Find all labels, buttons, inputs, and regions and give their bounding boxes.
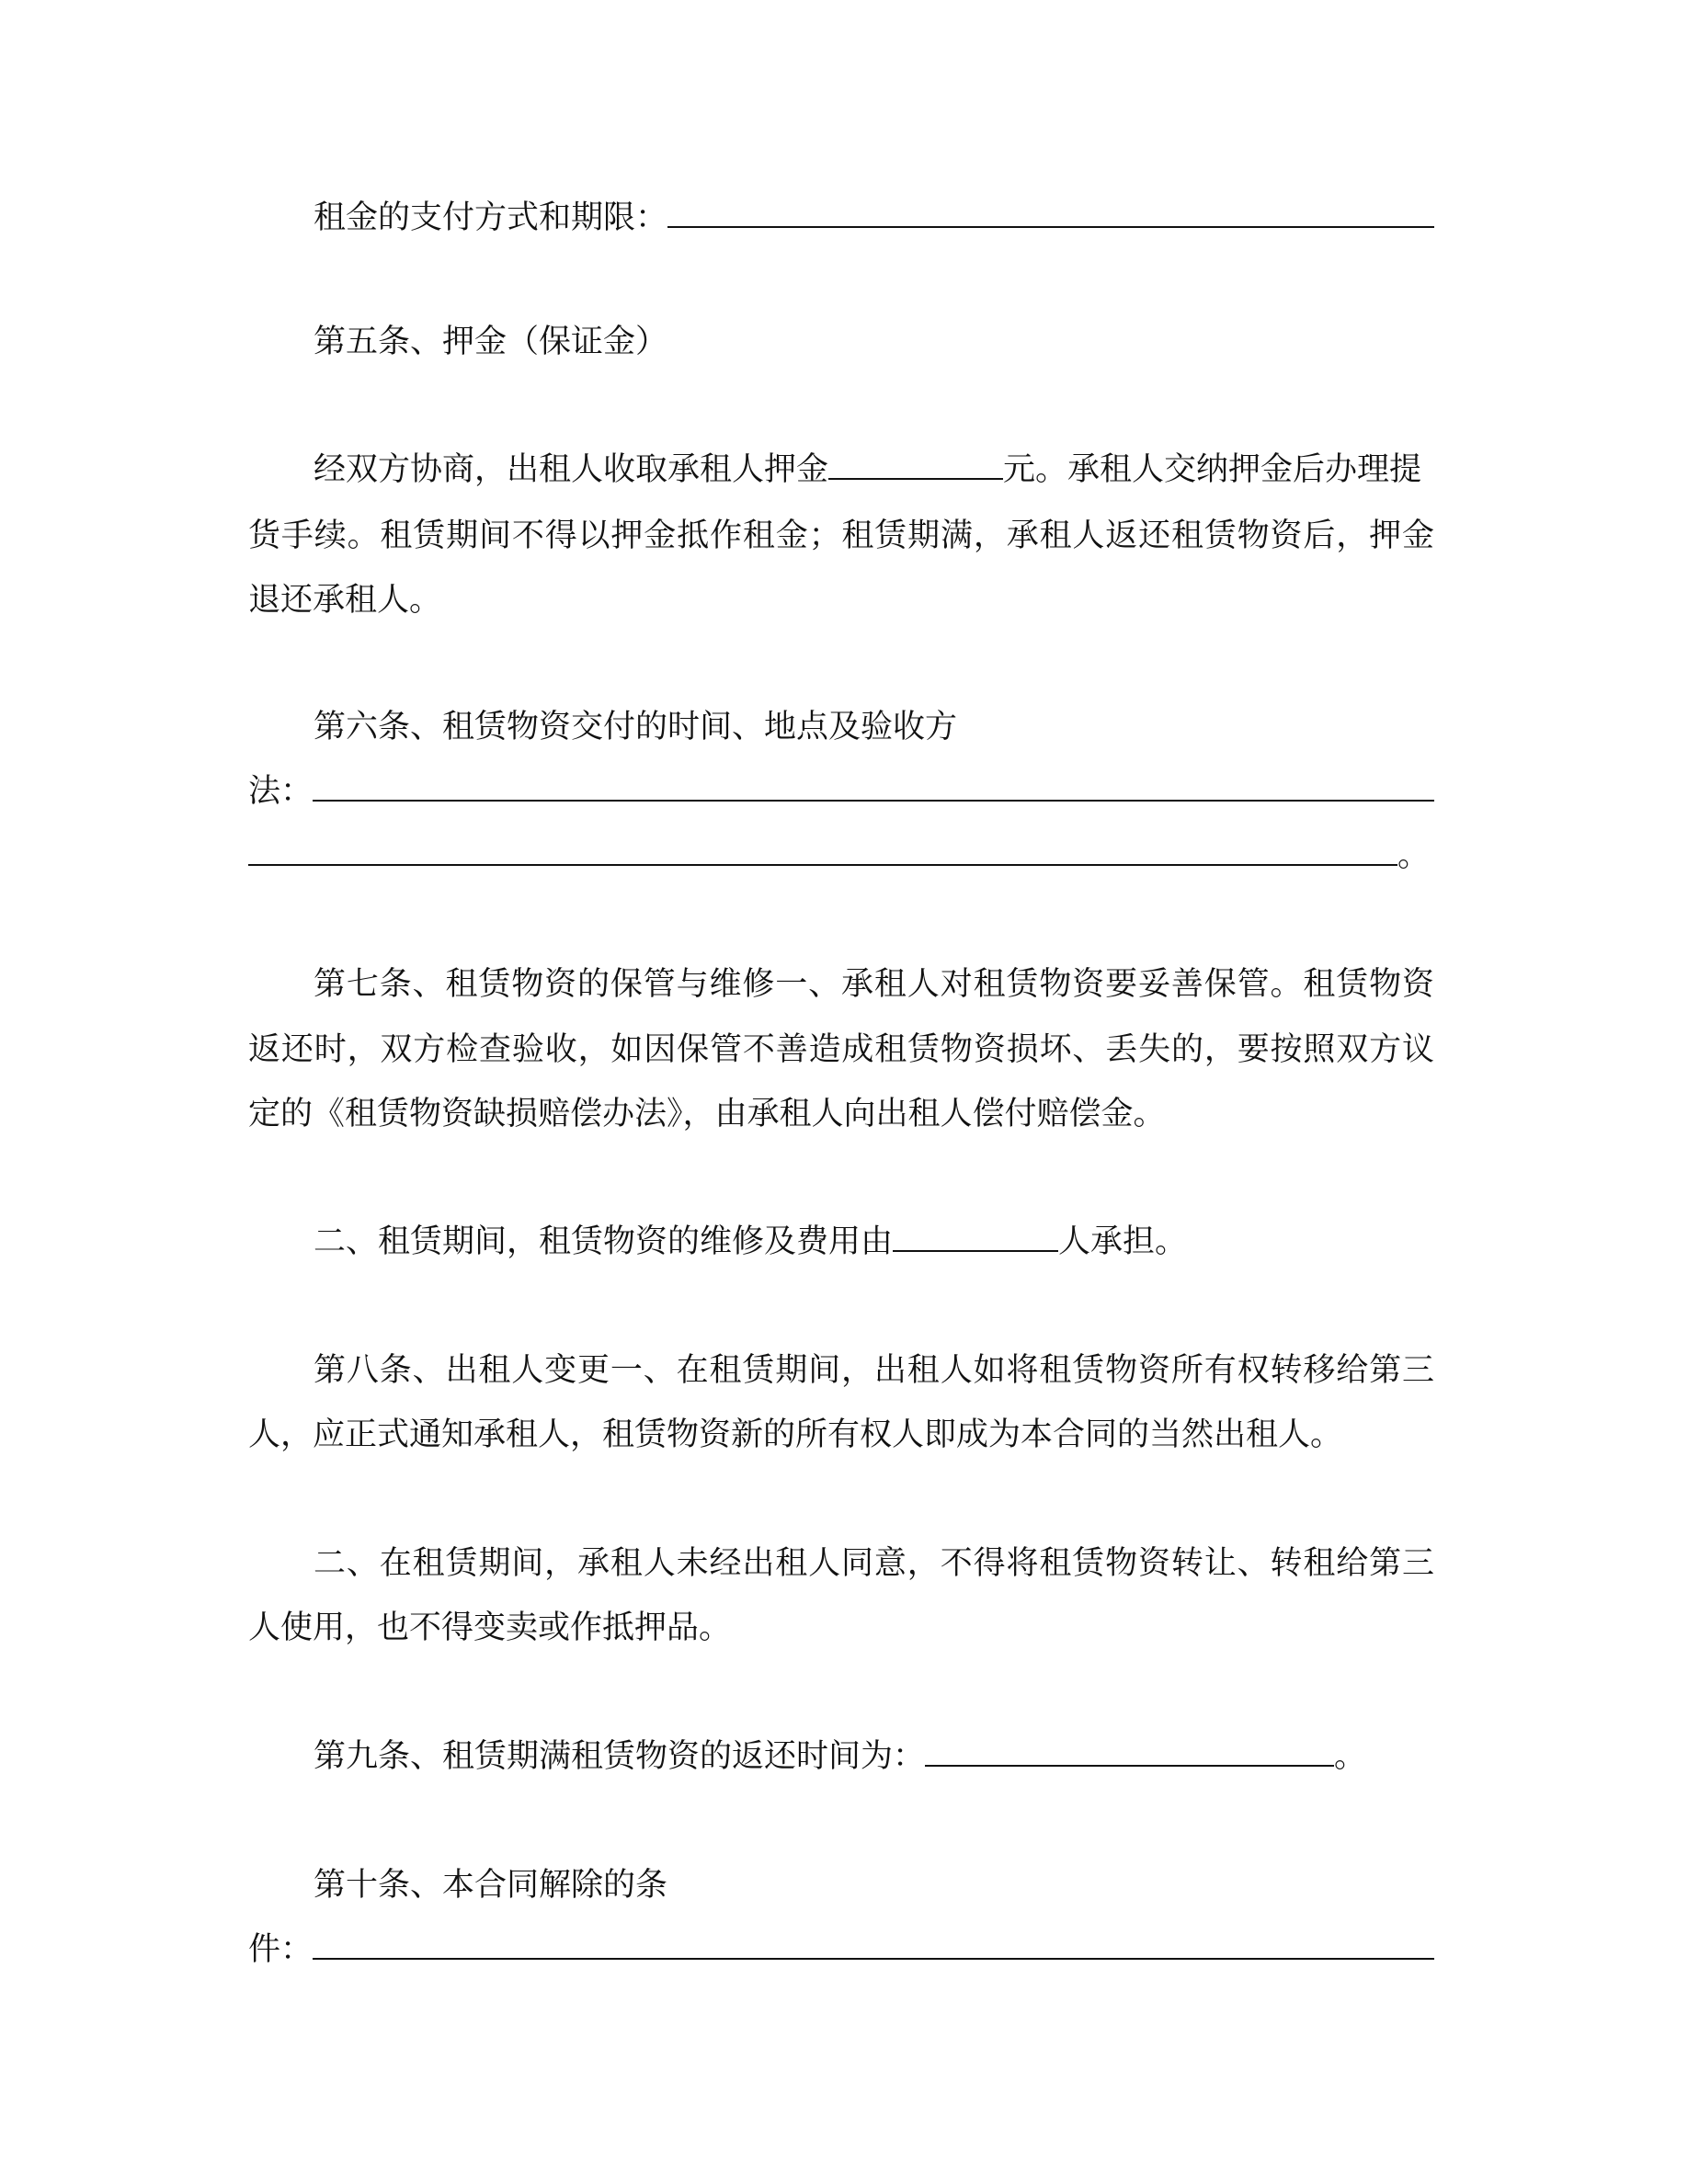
article5-text-a: 经双方协商，出租人收取承租人押金 [314, 451, 829, 488]
article9-period: 。 [1334, 1738, 1367, 1775]
article7-text-3: 定的《租赁物资缺损赔偿办法》，由承租人向出租人偿付赔偿金。 [248, 1096, 1166, 1132]
article5-text-b: 元。承租人交纳押金后办理提 [1003, 451, 1422, 488]
article7-text-1: 第七条、租赁物资的保管与维修一、承租人对租赁物资要妥善保管。租赁物资 [314, 966, 1434, 1003]
article7-paragraph-line3 [248, 1082, 1434, 1146]
article10-title-line [248, 1853, 1434, 1917]
delivery-terms-blank-2[interactable] [248, 824, 1397, 866]
article8-paragraph-line2 [248, 1403, 1434, 1467]
article7-text-2: 返还时，双方检查验收，如因保管不善造成租赁物资损坏、丢失的，要按照双方议 [248, 1031, 1434, 1068]
return-time-blank[interactable] [925, 1724, 1334, 1767]
article7-paragraph-line2 [248, 1018, 1434, 1082]
payment-terms-blank[interactable] [667, 186, 1434, 228]
article7-item2-line [248, 1210, 1434, 1274]
article8-item2-line2 [248, 1596, 1434, 1660]
article10-title: 第十条、本合同解除的条 [314, 1867, 668, 1904]
article9-text: 第九条、租赁期满租赁物资的返还时间为： [314, 1738, 926, 1775]
article9-line [248, 1724, 1434, 1789]
article8-item2-text-1: 二、在租赁期间，承租人未经出租人同意，不得将租赁物资转让、转租给第三 [314, 1545, 1434, 1582]
delivery-terms-blank-1[interactable] [313, 759, 1434, 802]
deposit-amount-blank[interactable] [828, 438, 1003, 480]
article10-label: 件： [248, 1931, 314, 1968]
article5-paragraph-line3 [248, 568, 1434, 632]
article8-paragraph-line1 [248, 1338, 1434, 1403]
article6-title: 第六条、租赁物资交付的时间、地点及验收方 [314, 709, 958, 745]
maintenance-party-blank[interactable] [893, 1210, 1058, 1252]
termination-conditions-blank[interactable] [313, 1917, 1434, 1960]
article6-blank-line1 [248, 759, 1434, 824]
article8-text-2: 人，应正式通知承租人，租赁物资新的所有权人即成为本合同的当然出租人。 [248, 1416, 1343, 1453]
article6-label: 法： [248, 773, 314, 810]
article5-text-d: 退还承租人。 [248, 582, 442, 619]
article5-title-line [248, 310, 1434, 374]
article7-item2-text-b: 人承担。 [1058, 1223, 1188, 1260]
article5-paragraph-line1 [248, 438, 1434, 502]
article7-paragraph-line1 [248, 952, 1434, 1017]
article10-blank-line [248, 1917, 1434, 1982]
payment-terms-label: 租金的支付方式和期限： [314, 199, 668, 236]
article6-blank-line2 [248, 824, 1434, 888]
article7-item2-text-a: 二、租赁期间，租赁物资的维修及费用由 [314, 1223, 894, 1260]
article5-title: 第五条、押金（保证金） [314, 324, 668, 360]
payment-terms-line [248, 186, 1434, 250]
article8-text-1: 第八条、出租人变更一、在租赁期间，出租人如将租赁物资所有权转移给第三 [314, 1352, 1434, 1389]
article6-title-line [248, 695, 1434, 759]
article8-item2-text-2: 人使用，也不得变卖或作抵押品。 [248, 1610, 732, 1646]
article5-paragraph-line2 [248, 504, 1434, 568]
article5-text-c: 货手续。租赁期间不得以押金抵作租金；租赁期满，承租人返还租赁物资后，押金 [248, 518, 1434, 554]
article6-period: 。 [1397, 837, 1431, 874]
article8-item2-line1 [248, 1531, 1434, 1596]
